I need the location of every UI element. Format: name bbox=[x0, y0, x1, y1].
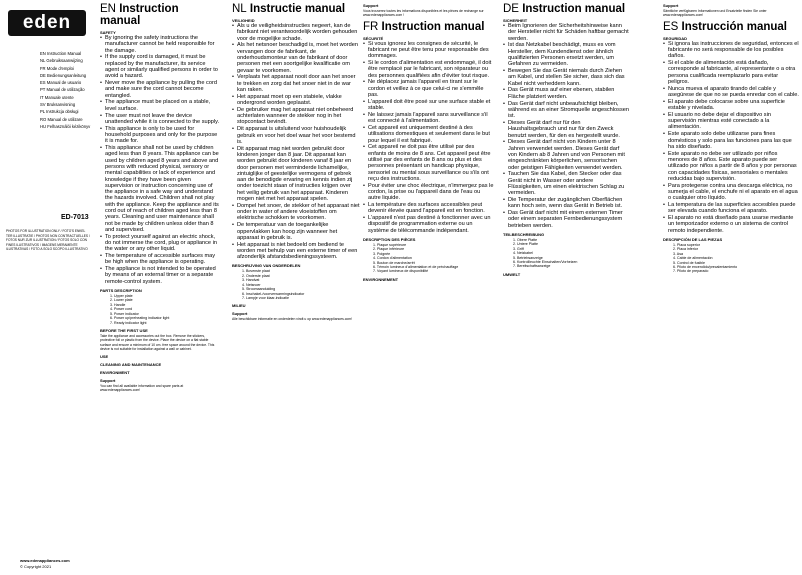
language-item[interactable]: FR Mode d'emploi bbox=[40, 65, 74, 71]
support-text: Sämtliche verfügbaren Informationen und Ersatzteile finden Sie unter www.edenappliances.com! bbox=[663, 9, 767, 18]
part-item: 6. Power up/preheating indicator light bbox=[110, 316, 170, 321]
part-item: 3. Poignée bbox=[373, 251, 391, 256]
list-item: • Nunca mueva el aparato tirando del cable y asegúrese de que no se pueda enredar con el cable. bbox=[668, 86, 799, 99]
list-item: • El aparato no está diseñado para usarse mediante un temporizador externo o un sistema de control remoto independiente. bbox=[668, 215, 799, 234]
part-item: 4. Power cord bbox=[110, 307, 133, 312]
list-item: • Ne laissez jamais l'appareil sans surveillance s'il est connecté à l'alimentation. bbox=[368, 112, 494, 125]
safety-list bbox=[663, 41, 799, 234]
support-text: You can find all available information and spare parts at www.edenappliances.com! bbox=[100, 384, 184, 393]
safety-list bbox=[100, 35, 220, 285]
safety-heading: SAFETY bbox=[100, 30, 116, 35]
eden-logo: eden bbox=[8, 10, 86, 36]
language-item[interactable]: RO Manual de utilizare bbox=[40, 116, 83, 122]
support-heading: Support bbox=[100, 378, 116, 384]
part-item: 1. Upper plate bbox=[110, 294, 133, 299]
list-item: • Si vous ignorez les consignes de sécurité, le fabricant ne peut être tenu pour responsable des dommages. bbox=[368, 41, 494, 60]
list-item: • Bewegen Sie das Gerät niemals durch Ziehen am Kabel, und stellen Sie sicher, dass sich das Kabel nicht verheddern kann. bbox=[508, 68, 629, 87]
parts-heading: PARTS DESCRIPTION bbox=[100, 288, 142, 294]
part-item: 7. Piloto de preparado bbox=[673, 269, 709, 274]
list-item: • Dompel het snoer, de stekker of het apparaat niet onder in water of andere vloeistoffen om elektrische schokken te voorkomen. bbox=[237, 203, 360, 222]
list-item: • Das Gerät darf nicht mit einem externen Timer oder einem separaten Fernbedienungssystem betrieben werden. bbox=[508, 210, 629, 229]
section-title: FR Instruction manual bbox=[363, 20, 485, 33]
first-use-heading: BEFORE THE FIRST USE bbox=[100, 327, 148, 333]
part-item: 6. Inschakel-/voorverwarmingsindicator bbox=[242, 291, 305, 296]
part-item: 1. Bovenste plaat bbox=[242, 269, 270, 274]
parts-heading: DESCRIPCIÓN DE LAS PIEZAS bbox=[663, 237, 723, 242]
use-heading: USE bbox=[100, 354, 109, 360]
list-item: • The appliance must be placed on a stable, level surface. bbox=[105, 99, 220, 112]
list-item: • El aparato debe colocarse sobre una superficie estable y nivelada. bbox=[668, 99, 799, 112]
list-item: • Este aparato solo debe utilizarse para fines domésticos y solo para las funciones para las que ha sido diseñado. bbox=[668, 131, 799, 150]
part-item: 4. Cable de alimentación bbox=[673, 256, 713, 261]
language-item[interactable]: NL Gebruiksaanwijzing bbox=[40, 58, 83, 64]
safety-list bbox=[363, 41, 494, 234]
list-item: • Ne déplacez jamais l'appareil en tirant sur le cordon et veillez à ce que celui-ci ne s'emmêle pas. bbox=[368, 79, 494, 98]
photos-disclaimer: PHOTOS FOR ILLUSTRATION ONLY / FOTO'S ENKEL TER ILLUSTRATIE / PHOTOS NON CONTRACTUELLES / FOTOS NUR ZUR ILLUSTRATION / FOTOS SOLO CON FINES ILUSTRATIVOS / IMAGENS MERAMENTE ILUSTRATIVAS / FOTO A SOLO SCOPO ILLUSTRATIVO bbox=[6, 229, 90, 251]
manual-column-nl bbox=[232, 0, 360, 575]
part-item: 6. Kontrollleuchte Einschalten/Vorheizen bbox=[513, 260, 578, 265]
list-item: • Este aparato no debe ser utilizado por niños menores de 8 años. Este aparato puede ser utilizado por niños a partir de 8 años y por personas con capacidades físicas, sensoriales o mentales reducidas bajo supervisión. bbox=[668, 151, 799, 182]
part-item: 3. Griff bbox=[513, 246, 524, 251]
list-item: • By ignoring the safety instructions the manufacturer cannot be held responsible for the damage. bbox=[105, 35, 220, 54]
environment-heading: ENVIRONMENT bbox=[100, 370, 130, 376]
language-item[interactable]: IT Manuale utente bbox=[40, 94, 74, 100]
support-text: Alle beschikbare informatie en onderdelen vindt u op www.edenappliances.com! bbox=[232, 317, 353, 322]
manual-column-es bbox=[663, 0, 799, 575]
language-item[interactable]: ES Manual de usuario bbox=[40, 80, 82, 86]
list-item: • De temperatuur van de toegankelijke oppervlakken kan hoog zijn wanneer het apparaat in gebruik is. bbox=[237, 222, 360, 241]
part-item: 5. Betriebsanzeige bbox=[513, 255, 543, 260]
section-title: ES Instrucción manual bbox=[663, 20, 787, 33]
part-item: 6. Piloto de encendido/precalentamiento bbox=[673, 265, 738, 270]
list-item: • Het apparaat is niet bedoeld om bediend te worden met behulp van een externe timer of een afzonderlijk afstandsbedieningssysteem. bbox=[237, 242, 360, 261]
environment-heading: ENVIRONNEMENT bbox=[363, 276, 399, 282]
part-item: 3. Asa bbox=[673, 251, 683, 256]
list-item: • De gebruiker mag het apparaat niet onbeheerd achterlaten wanneer de stekker nog in het stopcontact bevindt. bbox=[237, 107, 360, 126]
list-item: • L'appareil doit être posé sur une surface stable et stable. bbox=[368, 99, 494, 112]
parts-list bbox=[513, 238, 629, 269]
first-use-text: Take the appliance and accessories out the box. Remove the stickers, protective foil or plastic from the device. Place the device on a flat stable surface and ensure a minimum of 10 cm. free space around the device. This device is not suitable for installation against a wall or cabinet. bbox=[100, 333, 215, 351]
list-item: • L'appareil n'est pas destiné à fonctionner avec un dispositif de programmation externe ou un système de télécommande indépendant. bbox=[368, 215, 494, 234]
list-item: • Das Gerät muss auf einer ebenen, stabilen Fläche platziert werden. bbox=[508, 87, 629, 100]
list-item: • Beim Ignorieren der Sicherheitshinweise kann der Hersteller nicht für Schäden haftbar gemacht werden. bbox=[508, 23, 629, 42]
manual-column-fr bbox=[363, 0, 494, 575]
list-item: • Het apparaat moet op een stabiele, vlakke ondergrond worden geplaatst. bbox=[237, 94, 360, 107]
part-item: 7. Lampje voor klaar-indicatie bbox=[242, 295, 289, 300]
list-item: • Das Gerät darf nicht unbeaufsichtigt bleiben, während es an einer Stromquelle angeschlossen ist. bbox=[508, 101, 629, 120]
part-item: 2. Plaque inférieure bbox=[373, 247, 405, 252]
part-item: 5. Power indicator bbox=[110, 311, 139, 316]
list-item: • Dit apparaat is uitsluitend voor huishoudelijk gebruik en voor het doel waar het voor bestemd is. bbox=[237, 126, 360, 145]
part-item: 7. Voyant lumineux de disponibilité bbox=[373, 269, 429, 274]
part-item: 1. Placa superior bbox=[673, 243, 700, 247]
parts-heading: TEILBESCHREIBUNG bbox=[503, 232, 545, 237]
safety-list bbox=[503, 23, 629, 229]
parts-list bbox=[110, 294, 220, 325]
list-item: • This appliance shall not be used by children aged less than 8 years. This appliance can be used by children aged 8 years and above and persons with reduced physical, sensory or mental capabilities or lack of experience and knowledge if they have been given supervision or instruction concerning use of the appliance in a safe way and understand the hazards involved. Children shall not play with the appliance. Keep the appliance and its cord out of reach of children aged less than 8 years. Cleaning and user maintenance shall not be made by children unless older than 8 and supervised. bbox=[105, 145, 220, 233]
part-item: 6. Témoin lumineux d'alimentation et de préchauffage bbox=[373, 265, 459, 270]
list-item: • To protect yourself against an electric shock, do not immerse the cord, plug or appliance in the water or any other liquid. bbox=[105, 234, 220, 253]
list-item: • Pour éviter une choc électrique, n'immergez pas le cordon, la prise ou l'appareil dans de l'eau ou autre liquide. bbox=[368, 183, 494, 202]
support-text: Vous trouverez toutes les informations disponibles et les pièces de rechange sur www.edenappliances.com ! bbox=[363, 9, 484, 18]
list-item: • Never move the appliance by pulling the cord and make sure the cord cannot become entangled. bbox=[105, 80, 220, 99]
parts-list bbox=[673, 243, 799, 274]
list-item: • Tauchen Sie das Kabel, den Stecker oder das Gerät nicht in Wasser oder andere Flüssigkeiten, um einen elektrischen Schlag zu vermeiden. bbox=[508, 171, 629, 196]
parts-heading: BESCHRIJVING VAN ONDERDELEN bbox=[232, 263, 301, 269]
part-item: 2. Placa inferior bbox=[673, 247, 698, 252]
support-heading: Support bbox=[232, 311, 248, 317]
part-item: 7. Bereitschaftsanzeige bbox=[513, 264, 551, 269]
list-item: • Dieses Gerät darf nur für den Haushaltsgebrauch und nur für den Zweck benutzt werden, für den es hergestellt wurde. bbox=[508, 120, 629, 139]
part-item: 7. Ready indicator light bbox=[110, 320, 147, 325]
environment-heading: MILIEU bbox=[232, 303, 246, 309]
list-item: • Die Temperatur der zugänglichen Oberflächen kann hoch sein, wenn das Gerät in Betrieb ist. bbox=[508, 197, 629, 210]
list-item: • Dit apparaat mag niet worden gebruikt door kinderen jonger dan 8 jaar. Dit apparaat kan worden gebruikt door kinderen vanaf 8 jaar en door personen met verminderde lichamelijke, zintuiglijke of geestelijke vermogens of gebrek aan de benodigde ervaring en kennis indien zij onder toezicht staan of instructies krijgen over het veilig gebruik van het apparaat. Kinderen mogen niet met het apparaat spelen. bbox=[237, 146, 360, 203]
part-item: 2. Onderste plaat bbox=[242, 273, 270, 278]
language-item[interactable]: PL Instrukcja obsługi bbox=[40, 109, 79, 115]
list-item: • If the supply cord is damaged, it must be replaced by the manufacturer, its service agent or similarly qualified persons in order to avoid a hazard. bbox=[105, 54, 220, 79]
list-item: • Dieses Gerät darf nicht von Kindern unter 8 Jahren verwendet werden. Dieses Gerät darf von Kindern ab 8 Jahren und von Personen mit eingeschränkten körperlichen, sensorischen oder geistigen Fähigkeiten verwendet werden. bbox=[508, 139, 629, 170]
list-item: • Verplaats het apparaat nooit door aan het snoer te trekken en zorg dat het snoer niet in de war kan raken. bbox=[237, 74, 360, 93]
part-item: 5. Control de fusible bbox=[673, 260, 705, 265]
section-title: NL Instructie manual bbox=[232, 3, 346, 15]
list-item: • Cet appareil ne doit pas être utilisé par des enfants de moins de 8 ans. Cet appareil peut être utilisé par des enfants de 8 ans ou plus et des personnes présentant un handicap physique, sensoriel ou mental sous surveillance ou s'ils ont reçu des instructions. bbox=[368, 144, 494, 182]
environment-heading: UMWELT bbox=[503, 271, 521, 277]
list-item: • Si le cordon d'alimentation est endommagé, il doit être remplacé par le fabricant, son réparateur ou des personnes qualifiées afin d'éviter tout risque. bbox=[368, 60, 494, 79]
part-item: 4. Cordon d'alimentation bbox=[373, 256, 412, 261]
language-item[interactable]: DE Bedienungsanleitung bbox=[40, 72, 87, 78]
language-item[interactable]: PT Manual de utilização bbox=[40, 87, 85, 93]
parts-heading: DESCRIPTION DES PIÈCES bbox=[363, 237, 416, 242]
list-item: • La temperatura de las superficies accesibles puede ser elevada cuando funciona el aparato. bbox=[668, 202, 799, 215]
support-heading: Support bbox=[363, 3, 379, 8]
cleaning-heading: CLEANING AND MAINTENANCE bbox=[100, 362, 162, 368]
manual-column-en bbox=[100, 0, 220, 575]
part-item: 3. Handvat bbox=[242, 278, 260, 283]
list-item: • The user must not leave the device unattended while it is connected to the supply. bbox=[105, 113, 220, 126]
list-item: • Si el cable de alimentación está dañado, corresponde al fabricante, al representante o a otra persona cualificada reemplazarlo para evitar peligros. bbox=[668, 60, 799, 85]
parts-list bbox=[373, 243, 494, 274]
list-item: • Als het netsnoer beschadigd is, moet het worden vervangen door de fabrikant, de onderhoudsmonteur van de fabrikant of door personen met een soortgelijke kwalificatie om gevaar te voorkomen. bbox=[237, 42, 360, 73]
safety-heading: SÉCURITÉ bbox=[363, 35, 384, 41]
list-item: • The temperature of accessible surfaces may be high when the appliance is operating. bbox=[105, 253, 220, 266]
safety-list bbox=[232, 23, 360, 260]
safety-heading: SICHERHEIT bbox=[503, 18, 528, 23]
part-item: 5. Bouton de marche/arrêt bbox=[373, 260, 415, 265]
website-link[interactable]: www.edenappliances.com bbox=[20, 558, 70, 563]
language-item[interactable]: SV Bruksanvisning bbox=[40, 102, 76, 108]
list-item: • Para protegerse contra una descarga eléctrica, no sumerja el cable, el enchufe ni el aparato en el agua o cualquier otro líquido. bbox=[668, 183, 799, 202]
section-title: EN Instruction manual bbox=[100, 3, 179, 27]
parts-list bbox=[242, 269, 360, 300]
list-item: • Ist das Netzkabel beschädigt, muss es vom Hersteller, dem Kundendienst oder ähnlich qualifizierten Personen ersetzt werden, um Gefahren zu vermeiden. bbox=[508, 42, 629, 67]
safety-heading: VEILIGHEID bbox=[232, 18, 255, 23]
list-item: • The appliance is not intended to be operated by means of an external timer or a separate remote-control system. bbox=[105, 266, 220, 285]
list-item: • La température des surfaces accessibles peut devenir élevée quand l'appareil est en fonction. bbox=[368, 202, 494, 215]
list-item: • Si ignora las instrucciones de seguridad, entonces el fabricante no será responsable de los posibles daños. bbox=[668, 41, 799, 60]
part-item: 5. Stroomaanduiding bbox=[242, 287, 276, 292]
part-item: 1. Plaque supérieure bbox=[373, 243, 407, 247]
cover-sidebar bbox=[0, 0, 92, 575]
language-item[interactable]: EN Instruction Manual bbox=[40, 51, 82, 56]
list-item: • Als u de veiligheidsinstructies negeert, kan de fabrikant niet verantwoordelijk worden gehouden voor de mogelijke schade. bbox=[237, 23, 360, 42]
part-item: 2. Lower plate bbox=[110, 298, 133, 303]
model-number: ED-7013 bbox=[61, 214, 89, 221]
list-item: • Cet appareil est uniquement destiné à des utilisations domestiques et seulement dans le but pour lequel il est fabriqué. bbox=[368, 125, 494, 144]
part-item: 4. Netzkabel bbox=[513, 251, 533, 256]
manual-column-de bbox=[503, 0, 629, 575]
support-heading: Support bbox=[663, 3, 679, 8]
list-item: • This appliance is only to be used for household purposes and only for the purpose it is made for. bbox=[105, 126, 220, 145]
safety-heading: SEGURIDAD bbox=[663, 35, 688, 41]
part-item: 3. Handle bbox=[110, 302, 126, 307]
part-item: 2. Untere Platte bbox=[513, 242, 538, 247]
list-item: • El usuario no debe dejar el dispositivo sin supervisión mientras esté conectado a la alimentación. bbox=[668, 112, 799, 131]
copyright: © Copyright 2021 bbox=[20, 564, 52, 569]
language-index bbox=[40, 50, 90, 130]
part-item: 1. Obere Platte bbox=[513, 238, 538, 242]
part-item: 4. Netsnoer bbox=[242, 282, 261, 287]
section-title: DE Instruction manual bbox=[503, 3, 626, 15]
language-item[interactable]: HU Felhasználói kézikönyv bbox=[40, 123, 91, 129]
